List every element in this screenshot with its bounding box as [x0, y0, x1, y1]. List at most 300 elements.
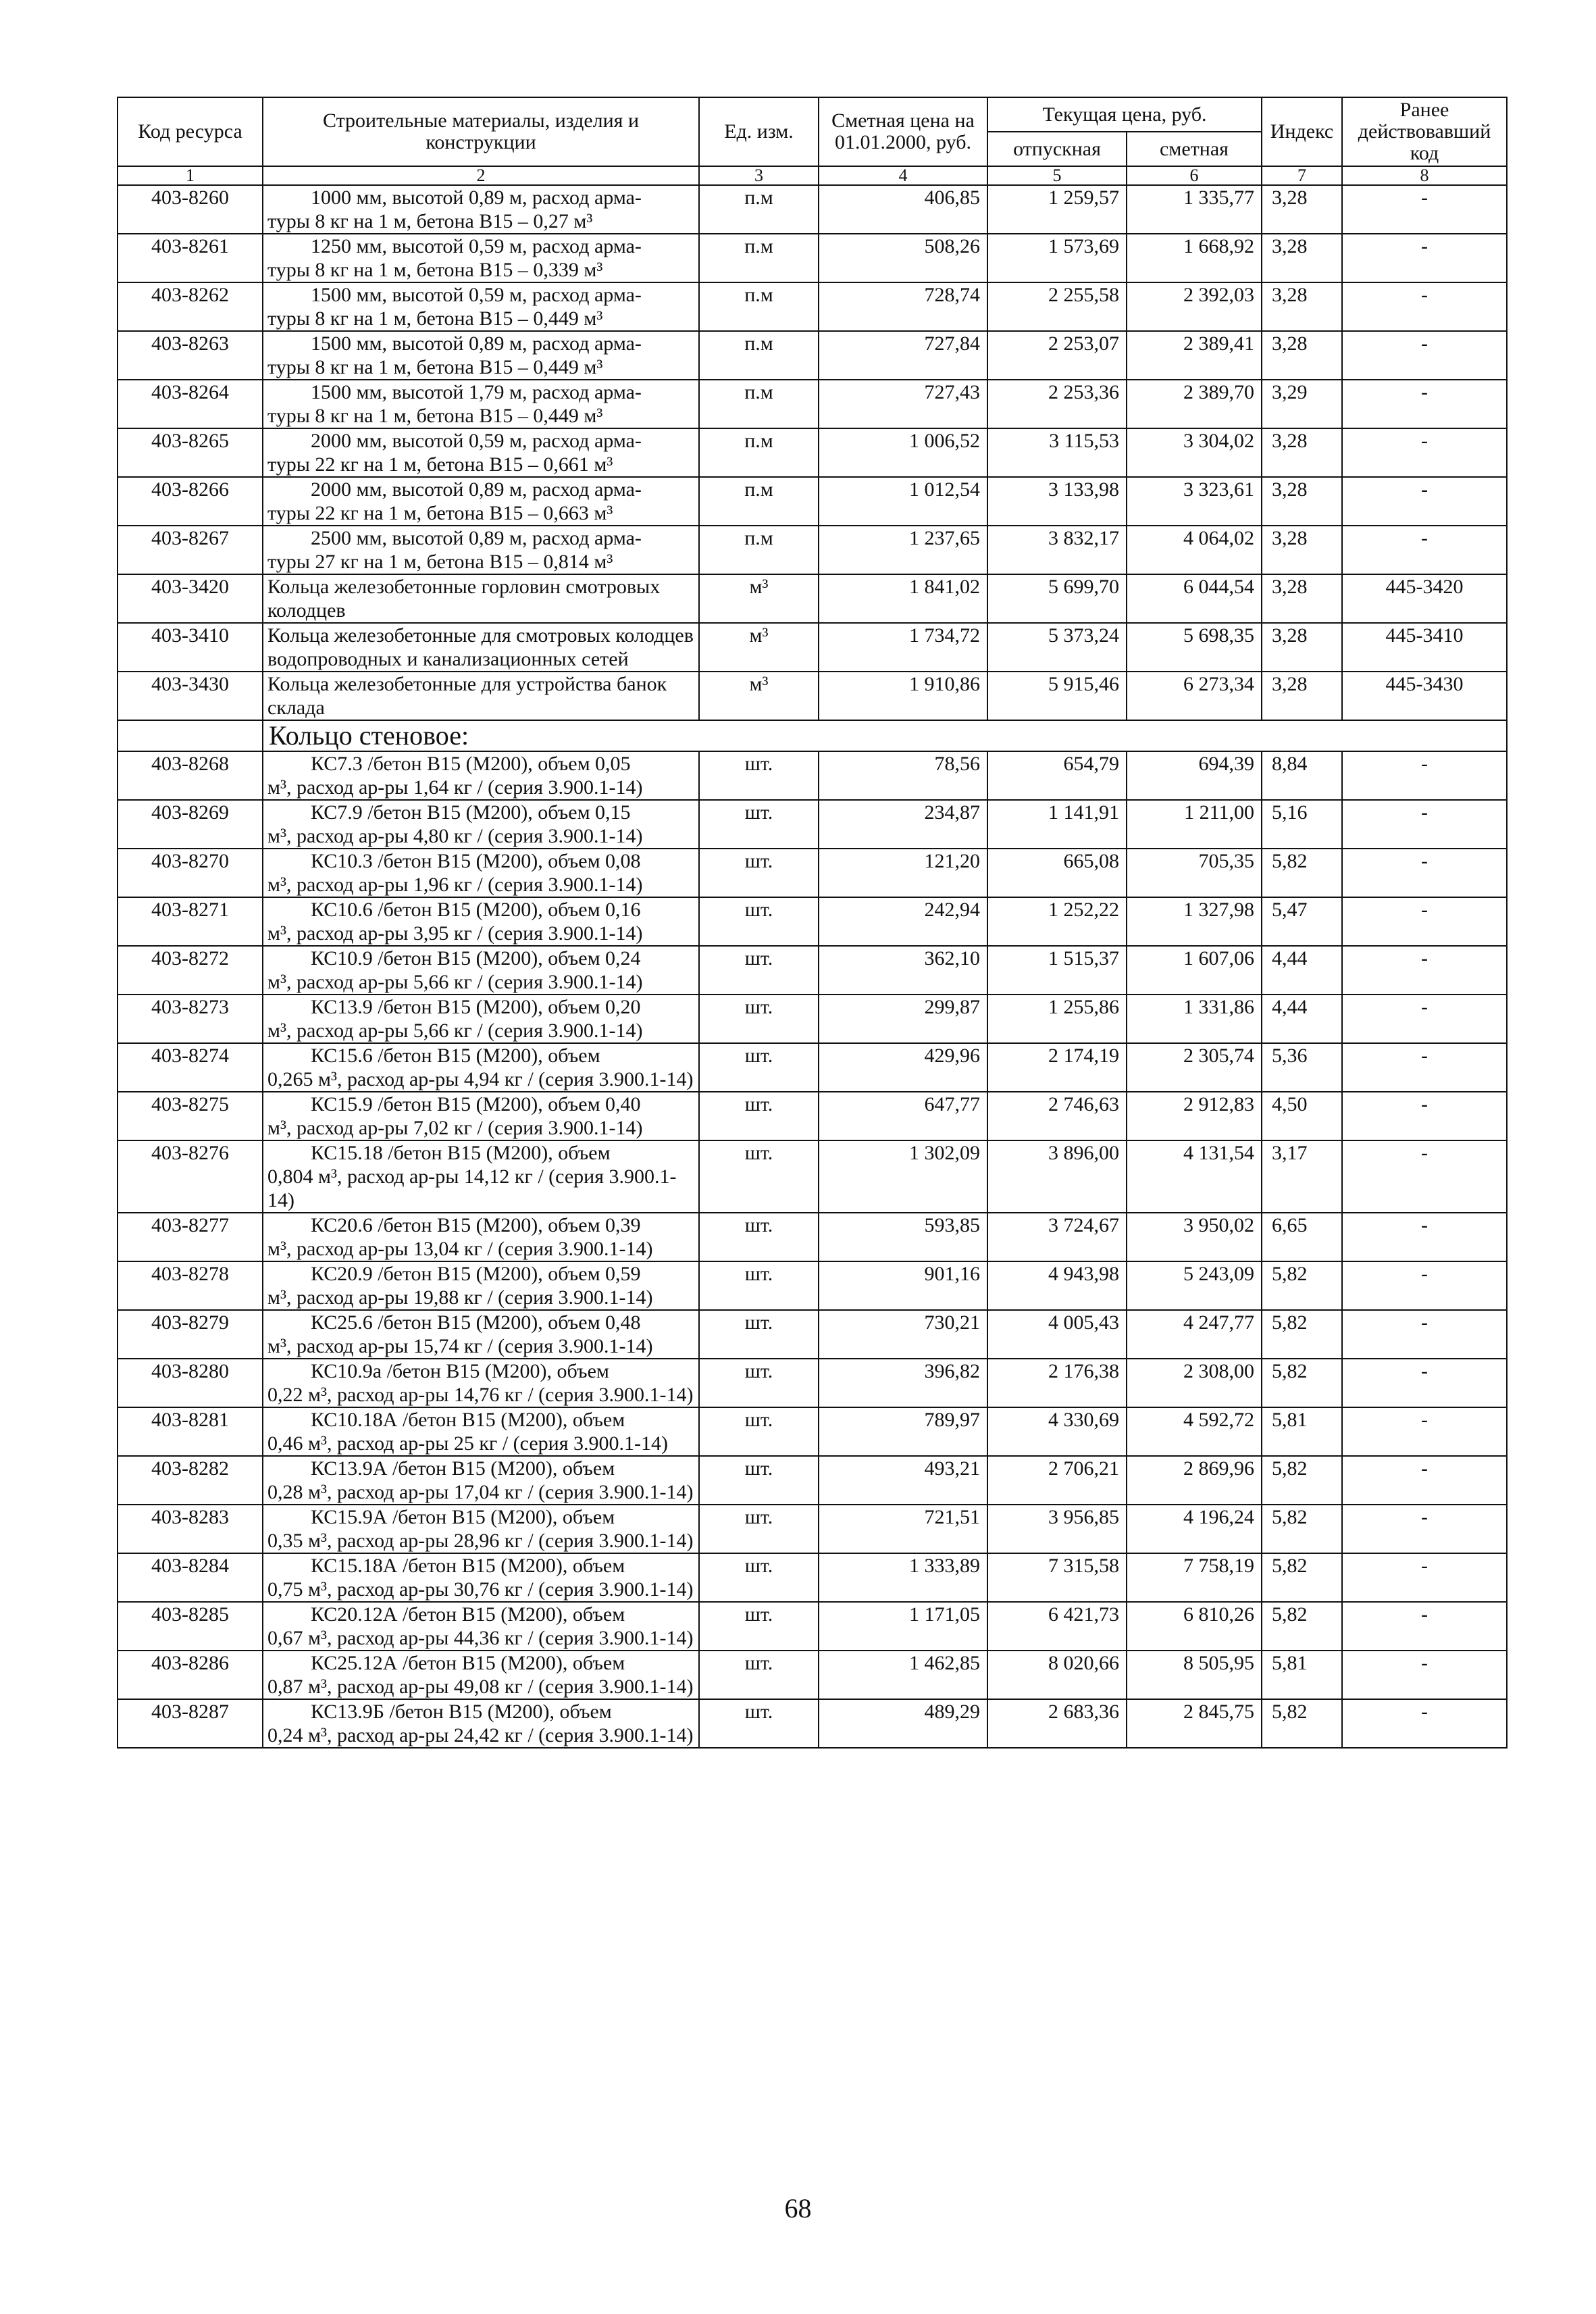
index-cell: 5,16 — [1262, 800, 1342, 849]
unit-cell: шт. — [699, 897, 819, 946]
resource-code-cell: 403-8264 — [118, 380, 263, 428]
index-cell: 3,28 — [1262, 526, 1342, 574]
base-price-cell: 1 734,72 — [819, 623, 987, 672]
release-price-cell: 4 330,69 — [987, 1407, 1127, 1456]
resource-code-cell: 403-8287 — [118, 1699, 263, 1748]
description-line: КС15.18 /бетон В15 (М200), объем — [311, 1142, 611, 1164]
description-line: туры 22 кг на 1 м, бетона В15 – 0,661 м³ — [267, 453, 613, 476]
description-line: КС25.6 /бетон В15 (М200), объем 0,48 — [311, 1311, 641, 1334]
release-price-cell: 6 421,73 — [987, 1602, 1127, 1651]
prev-code-cell: - — [1342, 1140, 1507, 1213]
description-cell — [263, 234, 699, 282]
prev-code-cell: - — [1342, 1602, 1507, 1651]
base-price-cell: 362,10 — [819, 946, 987, 995]
unit-cell: шт. — [699, 1310, 819, 1359]
table-row — [118, 234, 1507, 282]
prev-code-cell: - — [1342, 1092, 1507, 1140]
table-row — [118, 995, 1507, 1043]
estimate-price-cell: 4 592,72 — [1127, 1407, 1262, 1456]
index-cell: 5,81 — [1262, 1407, 1342, 1456]
table-row — [118, 1310, 1507, 1359]
index-cell: 5,81 — [1262, 1651, 1342, 1699]
table-row — [118, 331, 1507, 380]
release-price-cell: 3 133,98 — [987, 477, 1127, 526]
resource-code-cell: 403-8274 — [118, 1043, 263, 1092]
prev-code-cell: - — [1342, 185, 1507, 234]
base-price-cell: 647,77 — [819, 1092, 987, 1140]
release-price-cell: 654,79 — [987, 751, 1127, 800]
description-line: 0,265 м³, расход ар-ры 4,94 кг / (серия 3.900.1-14) — [267, 1068, 694, 1090]
estimate-price-cell: 6 044,54 — [1127, 574, 1262, 623]
description-cell — [263, 1602, 699, 1651]
resource-code-cell: 403-8272 — [118, 946, 263, 995]
table-row — [118, 1407, 1507, 1456]
release-price-cell: 1 255,86 — [987, 995, 1127, 1043]
unit-cell: п.м — [699, 380, 819, 428]
estimate-price-cell: 6 273,34 — [1127, 672, 1262, 720]
index-cell: 3,29 — [1262, 380, 1342, 428]
prev-code-cell: - — [1342, 234, 1507, 282]
description-cell: Кольца железобетонные горловин смотровых колодцев — [263, 574, 699, 623]
table-row — [118, 282, 1507, 331]
index-cell: 3,28 — [1262, 623, 1342, 672]
index-cell: 5,82 — [1262, 1310, 1342, 1359]
description-cell — [263, 1310, 699, 1359]
column-number: 7 — [1262, 166, 1342, 185]
release-price-cell: 7 315,58 — [987, 1553, 1127, 1602]
unit-cell: шт. — [699, 1140, 819, 1213]
table-row — [118, 946, 1507, 995]
unit-cell: шт. — [699, 1213, 819, 1261]
release-price-cell: 665,08 — [987, 849, 1127, 897]
release-price-cell: 2 683,36 — [987, 1699, 1127, 1748]
description-line: 1500 мм, высотой 0,59 м, расход арма- — [311, 284, 642, 306]
resource-code-cell: 403-8278 — [118, 1261, 263, 1310]
resource-code-cell: 403-8270 — [118, 849, 263, 897]
column-number: 4 — [819, 166, 987, 185]
table-row — [118, 800, 1507, 849]
column-number: 5 — [987, 166, 1127, 185]
release-price-cell: 1 259,57 — [987, 185, 1127, 234]
base-price-cell: 121,20 — [819, 849, 987, 897]
unit-cell: м³ — [699, 574, 819, 623]
index-cell: 5,82 — [1262, 1261, 1342, 1310]
index-cell: 5,82 — [1262, 1359, 1342, 1407]
description-line: 2000 мм, высотой 0,89 м, расход арма- — [311, 478, 642, 501]
description-cell — [263, 1553, 699, 1602]
base-price-cell: 1 462,85 — [819, 1651, 987, 1699]
estimate-price-cell: 5 698,35 — [1127, 623, 1262, 672]
resource-code-cell: 403-8260 — [118, 185, 263, 234]
estimate-price-cell: 8 505,95 — [1127, 1651, 1262, 1699]
description-line: туры 27 кг на 1 м, бетона В15 – 0,814 м³ — [267, 551, 613, 573]
release-price-cell: 5 699,70 — [987, 574, 1127, 623]
base-price-cell: 508,26 — [819, 234, 987, 282]
resource-code-cell: 403-8262 — [118, 282, 263, 331]
column-number: 1 — [118, 166, 263, 185]
resource-code-cell: 403-8283 — [118, 1505, 263, 1553]
resource-code-cell: 403-8279 — [118, 1310, 263, 1359]
prev-code-cell: - — [1342, 477, 1507, 526]
release-price-cell: 2 174,19 — [987, 1043, 1127, 1092]
table-row — [118, 1651, 1507, 1699]
unit-cell: п.м — [699, 477, 819, 526]
base-price-cell: 721,51 — [819, 1505, 987, 1553]
estimate-price-cell: 2 389,41 — [1127, 331, 1262, 380]
release-price-cell: 4 005,43 — [987, 1310, 1127, 1359]
prev-code-cell: - — [1342, 1553, 1507, 1602]
release-price-cell: 2 706,21 — [987, 1456, 1127, 1505]
unit-cell: шт. — [699, 946, 819, 995]
description-line: туры 8 кг на 1 м, бетона В15 – 0,449 м³ — [267, 356, 603, 378]
index-cell: 5,82 — [1262, 1602, 1342, 1651]
resource-code-cell: 403-8284 — [118, 1553, 263, 1602]
estimate-price-cell: 7 758,19 — [1127, 1553, 1262, 1602]
release-price-cell: 3 724,67 — [987, 1213, 1127, 1261]
prev-code-cell: - — [1342, 428, 1507, 477]
prev-code-cell: - — [1342, 380, 1507, 428]
description-cell: Кольца железобетонные для устройства банок склада — [263, 672, 699, 720]
unit-cell: п.м — [699, 526, 819, 574]
header-estimate-price: сметная — [1127, 132, 1262, 166]
resource-code-cell: 403-8282 — [118, 1456, 263, 1505]
description-line: 1500 мм, высотой 0,89 м, расход арма- — [311, 332, 642, 355]
description-line: КС10.9а /бетон В15 (М200), объем — [311, 1360, 609, 1382]
header-index: Индекс — [1262, 97, 1342, 166]
base-price-cell: 1 012,54 — [819, 477, 987, 526]
base-price-cell: 1 910,86 — [819, 672, 987, 720]
index-cell: 3,28 — [1262, 282, 1342, 331]
base-price-cell: 1 302,09 — [819, 1140, 987, 1213]
description-line: КС7.9 /бетон В15 (М200), объем 0,15 — [311, 801, 631, 824]
resource-code-cell: 403-8267 — [118, 526, 263, 574]
description-line: КС10.9 /бетон В15 (М200), объем 0,24 — [311, 947, 641, 970]
estimate-price-cell: 1 211,00 — [1127, 800, 1262, 849]
estimate-price-cell: 1 335,77 — [1127, 185, 1262, 234]
prev-code-cell: - — [1342, 1043, 1507, 1092]
table-row — [118, 1261, 1507, 1310]
description-line: 0,28 м³, расход ар-ры 17,04 кг / (серия 3.900.1-14) — [267, 1481, 694, 1503]
description-line: КС7.3 /бетон В15 (М200), объем 0,05 — [311, 753, 631, 775]
estimate-price-cell: 705,35 — [1127, 849, 1262, 897]
prev-code-cell: 445-3430 — [1342, 672, 1507, 720]
header-code: Код ресурса — [118, 97, 263, 166]
description-cell — [263, 1140, 699, 1213]
index-cell: 5,82 — [1262, 1456, 1342, 1505]
estimate-price-cell: 3 304,02 — [1127, 428, 1262, 477]
prev-code-cell: - — [1342, 800, 1507, 849]
description-line: м³, расход ар-ры 1,96 кг / (серия 3.900.1-14) — [267, 874, 643, 896]
base-price-cell: 242,94 — [819, 897, 987, 946]
table-row — [118, 1505, 1507, 1553]
description-line: 0,22 м³, расход ар-ры 14,76 кг / (серия 3.900.1-14) — [267, 1384, 694, 1406]
index-cell: 8,84 — [1262, 751, 1342, 800]
description-line: м³, расход ар-ры 7,02 кг / (серия 3.900.1-14) — [267, 1117, 643, 1139]
index-cell: 3,28 — [1262, 477, 1342, 526]
base-price-cell: 728,74 — [819, 282, 987, 331]
description-cell — [263, 380, 699, 428]
release-price-cell: 2 253,36 — [987, 380, 1127, 428]
description-cell — [263, 1407, 699, 1456]
index-cell: 3,28 — [1262, 428, 1342, 477]
column-number: 3 — [699, 166, 819, 185]
estimate-price-cell: 1 331,86 — [1127, 995, 1262, 1043]
table-row — [118, 185, 1507, 234]
description-line: 1250 мм, высотой 0,59 м, расход арма- — [311, 235, 642, 257]
release-price-cell: 5 373,24 — [987, 623, 1127, 672]
description-line: КС10.18А /бетон В15 (М200), объем — [311, 1409, 625, 1431]
table-row — [118, 1043, 1507, 1092]
column-number: 2 — [263, 166, 699, 185]
unit-cell: шт. — [699, 1553, 819, 1602]
header-prev-code: Ранее действовавший код — [1342, 97, 1507, 166]
unit-cell: п.м — [699, 234, 819, 282]
description-line: КС20.6 /бетон В15 (М200), объем 0,39 — [311, 1214, 641, 1236]
unit-cell: шт. — [699, 1359, 819, 1407]
base-price-cell: 1 006,52 — [819, 428, 987, 477]
page-number: 68 — [784, 2193, 812, 2223]
table-row — [118, 1092, 1507, 1140]
index-cell: 4,44 — [1262, 946, 1342, 995]
unit-cell: м³ — [699, 623, 819, 672]
base-price-cell: 429,96 — [819, 1043, 987, 1092]
description-line: 0,87 м³, расход ар-ры 49,08 кг / (серия 3.900.1-14) — [267, 1676, 694, 1698]
prev-code-cell: - — [1342, 1310, 1507, 1359]
release-price-cell: 3 115,53 — [987, 428, 1127, 477]
base-price-cell: 234,87 — [819, 800, 987, 849]
resource-code-cell: 403-8285 — [118, 1602, 263, 1651]
description-cell — [263, 1699, 699, 1748]
prev-code-cell: - — [1342, 751, 1507, 800]
prev-code-cell: - — [1342, 1651, 1507, 1699]
prev-code-cell: - — [1342, 849, 1507, 897]
estimate-price-cell: 694,39 — [1127, 751, 1262, 800]
estimate-price-cell: 2 392,03 — [1127, 282, 1262, 331]
header-base-price: Сметная цена на 01.01.2000, руб. — [819, 97, 987, 166]
description-cell — [263, 1505, 699, 1553]
description-line: туры 8 кг на 1 м, бетона В15 – 0,27 м³ — [267, 210, 593, 232]
prev-code-cell: - — [1342, 946, 1507, 995]
index-cell: 3,28 — [1262, 672, 1342, 720]
description-cell — [263, 331, 699, 380]
unit-cell: шт. — [699, 1651, 819, 1699]
prev-code-cell: - — [1342, 1505, 1507, 1553]
release-price-cell: 2 176,38 — [987, 1359, 1127, 1407]
estimate-price-cell: 2 869,96 — [1127, 1456, 1262, 1505]
index-cell: 5,82 — [1262, 849, 1342, 897]
estimate-price-cell: 4 247,77 — [1127, 1310, 1262, 1359]
estimate-price-cell: 1 607,06 — [1127, 946, 1262, 995]
description-line: 1500 мм, высотой 1,79 м, расход арма- — [311, 381, 642, 403]
prev-code-cell: - — [1342, 1359, 1507, 1407]
table-row — [118, 380, 1507, 428]
description-line: туры 22 кг на 1 м, бетона В15 – 0,663 м³ — [267, 502, 613, 524]
base-price-cell: 730,21 — [819, 1310, 987, 1359]
prev-code-cell: 445-3410 — [1342, 623, 1507, 672]
estimate-price-cell: 2 389,70 — [1127, 380, 1262, 428]
release-price-cell: 4 943,98 — [987, 1261, 1127, 1310]
estimate-price-cell: 4 064,02 — [1127, 526, 1262, 574]
release-price-cell: 3 956,85 — [987, 1505, 1127, 1553]
description-line: КС15.9 /бетон В15 (М200), объем 0,40 — [311, 1093, 641, 1115]
description-cell — [263, 1043, 699, 1092]
description-line: 0,24 м³, расход ар-ры 24,42 кг / (серия 3.900.1-14) — [267, 1724, 694, 1746]
prev-code-cell: - — [1342, 1213, 1507, 1261]
table-row — [118, 1602, 1507, 1651]
description-cell — [263, 1213, 699, 1261]
description-cell — [263, 1092, 699, 1140]
unit-cell: п.м — [699, 282, 819, 331]
description-cell — [263, 1651, 699, 1699]
index-cell: 5,82 — [1262, 1699, 1342, 1748]
table-row — [118, 1699, 1507, 1748]
description-line: м³, расход ар-ры 4,80 кг / (серия 3.900.1-14) — [267, 825, 643, 847]
resource-code-cell: 403-8273 — [118, 995, 263, 1043]
description-cell — [263, 751, 699, 800]
table-row — [118, 672, 1507, 720]
header-current-price: Текущая цена, руб. — [987, 97, 1262, 132]
description-cell — [263, 897, 699, 946]
release-price-cell: 2 255,58 — [987, 282, 1127, 331]
prev-code-cell: - — [1342, 331, 1507, 380]
estimate-price-cell: 4 196,24 — [1127, 1505, 1262, 1553]
resource-code-cell: 403-8266 — [118, 477, 263, 526]
unit-cell: п.м — [699, 185, 819, 234]
estimate-price-cell: 3 950,02 — [1127, 1213, 1262, 1261]
index-cell: 5,82 — [1262, 1505, 1342, 1553]
description-cell — [263, 282, 699, 331]
prev-code-cell: - — [1342, 1699, 1507, 1748]
header-name: Строительные материалы, изделия и конструкции — [263, 97, 699, 166]
base-price-cell: 78,56 — [819, 751, 987, 800]
description-line: туры 8 кг на 1 м, бетона В15 – 0,339 м³ — [267, 259, 603, 281]
base-price-cell: 396,82 — [819, 1359, 987, 1407]
description-line: 1000 мм, высотой 0,89 м, расход арма- — [311, 186, 642, 209]
unit-cell: шт. — [699, 1043, 819, 1092]
estimate-price-cell: 2 912,83 — [1127, 1092, 1262, 1140]
base-price-cell: 901,16 — [819, 1261, 987, 1310]
resource-code-cell: 403-8265 — [118, 428, 263, 477]
resource-code-cell: 403-8281 — [118, 1407, 263, 1456]
description-cell — [263, 1456, 699, 1505]
base-price-cell: 727,43 — [819, 380, 987, 428]
index-cell: 5,47 — [1262, 897, 1342, 946]
release-price-cell: 1 252,22 — [987, 897, 1127, 946]
column-number: 8 — [1342, 166, 1507, 185]
release-price-cell: 2 746,63 — [987, 1092, 1127, 1140]
section-row — [118, 720, 1507, 751]
description-line: КС13.9Б /бетон В15 (М200), объем — [311, 1701, 612, 1723]
table-row — [118, 526, 1507, 574]
description-line: м³, расход ар-ры 1,64 кг / (серия 3.900.1-14) — [267, 776, 643, 799]
table-row — [118, 1456, 1507, 1505]
column-numbers-row — [118, 166, 1507, 185]
section-code-cell — [118, 720, 263, 751]
table-row — [118, 1553, 1507, 1602]
header-release-price: отпускная — [987, 132, 1127, 166]
table-row — [118, 1213, 1507, 1261]
description-line: 2500 мм, высотой 0,89 м, расход арма- — [311, 527, 642, 549]
estimate-price-cell: 6 810,26 — [1127, 1602, 1262, 1651]
resource-code-cell: 403-8261 — [118, 234, 263, 282]
estimate-price-cell: 4 131,54 — [1127, 1140, 1262, 1213]
estimate-price-cell: 2 308,00 — [1127, 1359, 1262, 1407]
base-price-cell: 1 237,65 — [819, 526, 987, 574]
column-number: 6 — [1127, 166, 1262, 185]
resource-code-cell: 403-8271 — [118, 897, 263, 946]
unit-cell: шт. — [699, 1699, 819, 1748]
header-unit: Ед. изм. — [699, 97, 819, 166]
resource-code-cell: 403-8268 — [118, 751, 263, 800]
resource-code-cell: 403-8263 — [118, 331, 263, 380]
description-line: КС13.9А /бетон В15 (М200), объем — [311, 1457, 615, 1480]
description-line: туры 8 кг на 1 м, бетона В15 – 0,449 м³ — [267, 307, 603, 330]
base-price-cell: 727,84 — [819, 331, 987, 380]
resource-code-cell: 403-8280 — [118, 1359, 263, 1407]
description-line: м³, расход ар-ры 5,66 кг / (серия 3.900.1-14) — [267, 1020, 643, 1042]
table-row — [118, 623, 1507, 672]
base-price-cell: 789,97 — [819, 1407, 987, 1456]
prev-code-cell: - — [1342, 1261, 1507, 1310]
prev-code-cell: - — [1342, 995, 1507, 1043]
prev-code-cell: - — [1342, 1456, 1507, 1505]
description-line: 0,46 м³, расход ар-ры 25 кг / (серия 3.900.1-14) — [267, 1432, 668, 1455]
description-cell — [263, 477, 699, 526]
unit-cell: шт. — [699, 800, 819, 849]
description-line: м³, расход ар-ры 13,04 кг / (серия 3.900.1-14) — [267, 1238, 653, 1260]
base-price-cell: 1 841,02 — [819, 574, 987, 623]
index-cell: 3,28 — [1262, 234, 1342, 282]
estimate-price-cell: 2 845,75 — [1127, 1699, 1262, 1748]
index-cell: 5,82 — [1262, 1553, 1342, 1602]
resource-code-cell: 403-8286 — [118, 1651, 263, 1699]
table-row — [118, 751, 1507, 800]
unit-cell: шт. — [699, 849, 819, 897]
price-table — [117, 97, 1508, 1749]
description-line: КС13.9 /бетон В15 (М200), объем 0,20 — [311, 996, 641, 1018]
description-cell — [263, 995, 699, 1043]
unit-cell: шт. — [699, 995, 819, 1043]
resource-code-cell: 403-8277 — [118, 1213, 263, 1261]
base-price-cell: 593,85 — [819, 1213, 987, 1261]
unit-cell: шт. — [699, 1407, 819, 1456]
description-line: КС10.6 /бетон В15 (М200), объем 0,16 — [311, 899, 641, 921]
unit-cell: п.м — [699, 428, 819, 477]
release-price-cell: 3 832,17 — [987, 526, 1127, 574]
description-cell — [263, 526, 699, 574]
description-line: КС15.18А /бетон В15 (М200), объем — [311, 1555, 625, 1577]
index-cell: 3,28 — [1262, 574, 1342, 623]
unit-cell: шт. — [699, 1456, 819, 1505]
description-cell — [263, 800, 699, 849]
base-price-cell: 1 171,05 — [819, 1602, 987, 1651]
table-body — [118, 185, 1507, 1748]
estimate-price-cell: 2 305,74 — [1127, 1043, 1262, 1092]
unit-cell: шт. — [699, 1602, 819, 1651]
unit-cell: шт. — [699, 1505, 819, 1553]
description-line: м³, расход ар-ры 19,88 кг / (серия 3.900.1-14) — [267, 1286, 653, 1309]
table-row — [118, 897, 1507, 946]
estimate-price-cell: 3 323,61 — [1127, 477, 1262, 526]
table-row — [118, 574, 1507, 623]
description-line: КС20.9 /бетон В15 (М200), объем 0,59 — [311, 1263, 641, 1285]
description-line: КС25.12А /бетон В15 (М200), объем — [311, 1652, 625, 1674]
description-line: 0,35 м³, расход ар-ры 28,96 кг / (серия 3.900.1-14) — [267, 1530, 694, 1552]
description-line: 0,75 м³, расход ар-ры 30,76 кг / (серия 3.900.1-14) — [267, 1578, 694, 1601]
unit-cell: шт. — [699, 1261, 819, 1310]
description-line: туры 8 кг на 1 м, бетона В15 – 0,449 м³ — [267, 405, 603, 427]
release-price-cell: 8 020,66 — [987, 1651, 1127, 1699]
